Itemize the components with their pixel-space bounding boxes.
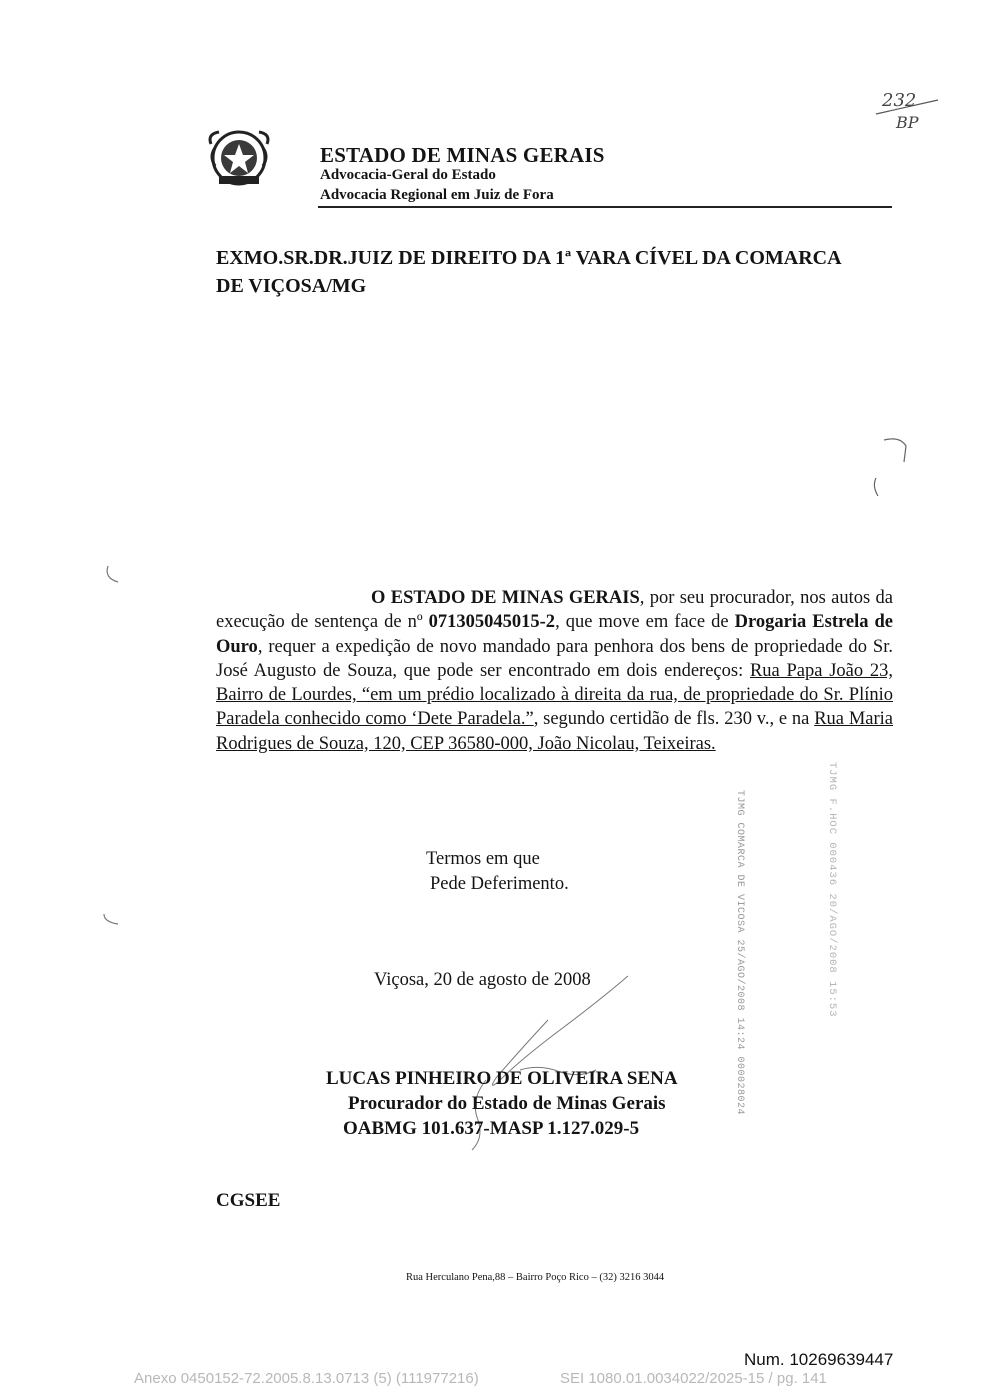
coat-of-arms-seal	[205, 126, 273, 190]
closing-line-1: Termos em que	[426, 849, 540, 869]
annex-reference: Anexo 0450152-72.2005.8.13.0713 (5) (111977216)	[134, 1370, 479, 1387]
document-number: Num. 10269639447	[744, 1350, 894, 1369]
defendant-name: Drogaria Estrela de Ouro	[216, 612, 893, 657]
footer-address: Rua Herculano Pena,88 – Bairro Poço Rico – (32) 3216 3044	[406, 1272, 665, 1283]
place-date: Viçosa, 20 de agosto de 2008	[374, 970, 591, 990]
petition-body: O ESTADO DE MINAS GERAIS, por seu procurador, nos autos da execução de sentença de nº 071305045015-2, que move em face de Drogaria Estrela de Ouro, requer a expedição de novo mandado para penhora dos bens de propriedade do Sr. José Augusto de Souza, que pode ser encontrado em dois endereços: Rua Papa João 23, Bairro de Lourdes, “em um prédio localizado à direita da rua, de propriedade do Sr. Plínio Paradela conhecido como ‘Dete Paradela.”, segundo certidão de fls. 230 v., e na Rua Maria Rodrigues de Souza, 120, CEP 36580-000, João Nicolau, Teixeiras.	[216, 588, 893, 754]
party-name: O ESTADO DE MINAS GERAIS	[371, 588, 640, 608]
protocol-stamp-1: TJMG COMARCA DE VICOSA 25/AGO/2008 14:24 000028024	[734, 790, 745, 1116]
addressee-line-1: EXMO.SR.DR.JUIZ DE DIREITO DA 1ª VARA CÍVEL DA COMARCA	[216, 247, 842, 269]
header-subtitle-office: Advocacia Regional em Juiz de Fora	[320, 187, 554, 203]
department-code: CGSEE	[216, 1190, 281, 1211]
header-divider	[318, 206, 892, 208]
addressee-line-2: DE VIÇOSA/MG	[216, 275, 367, 297]
handwritten-note-text: 232	[882, 90, 917, 111]
signatory-registration: OABMG 101.637-MASP 1.127.029-5	[343, 1118, 640, 1139]
address-first: Rua Papa João 23, Bairro de Lourdes, “em um prédio localizado à direita da rua, de propriedade do Sr. Plínio Paradela conhecido como ‘Dete Paradela.”	[216, 660, 893, 730]
closing-line-2: Pede Deferimento.	[430, 874, 569, 894]
header-subtitle-agency: Advocacia-Geral do Estado	[320, 167, 496, 183]
sei-reference: SEI 1080.01.0034022/2025-15 / pg. 141	[560, 1370, 827, 1387]
signatory-role: Procurador do Estado de Minas Gerais	[348, 1093, 666, 1114]
handwritten-page-note	[872, 86, 942, 136]
addressee	[216, 244, 896, 300]
svg-text:BP: BP	[896, 113, 919, 132]
header-title: ESTADO DE MINAS GERAIS	[320, 143, 605, 167]
protocol-stamp-2: TJMG F.HOC 000436 20/AGO/2008 15:53	[826, 762, 838, 1018]
signatory-name: LUCAS PINHEIRO DE OLIVEIRA SENA	[326, 1068, 678, 1089]
address-second: Rua Maria Rodrigues de Souza, 120, CEP 36580-000, João Nicolau, Teixeiras.	[216, 709, 893, 754]
process-number: 071305045015-2	[428, 612, 556, 633]
